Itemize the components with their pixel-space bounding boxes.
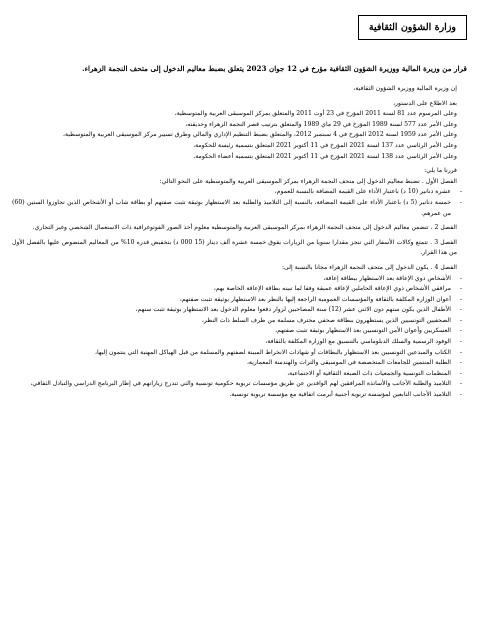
- list-item: - الصحفيين التونسيين الذين يستظهرون ببطاقة صحفي محترف مسلمة من طرف السلط ذات النظر،: [12, 316, 467, 327]
- article-4-list: [12, 274, 467, 401]
- list-item: - خمسة دنانير (5 د) باعتبار الأداء على القيمة المضافة، بالنسبة إلى التلاميذ والطلبة بعد الاستظهار بوثيقة تثبت صفتهم أو بطاقة شاب أو الأشخاص الذين تجاوزوا الستين (60) من عمرهم.: [12, 198, 467, 219]
- preamble-line: بعد الاطلاع على الدستور،: [393, 99, 457, 107]
- list-item: - التلاميذ الأجانب التابعين لمؤسسة تربوية أجنبية أبرمت اتفاقية مع مؤسسة تربوية تونسية.: [12, 390, 467, 401]
- decision-title: قرار من وزيرة المالية ووزيرة الشؤون الثقافية مؤرخ في 12 جوان 2023 يتعلق بضبط معاليم الدخول إلى متحف النجمة الزهراء.: [82, 64, 467, 73]
- list-item: - مرافقي الأشخاص ذوي الإعاقة الحاملين لإعاقة عميقة وفقا لما تبينه بطاقة الإعاقة الخاصة بهم،: [12, 284, 467, 295]
- list-item: - أعوان الوزارة المكلفة بالثقافة والمؤسسات العمومية الراجعة إليها بالنظر بعد الاستظهار بوثيقة تثبت صفتهم،: [12, 295, 467, 306]
- article-4-heading: الفصل 4 . يكون الدخول إلى متحف النجمة الزهراء مجانا بالنسبة إلى:: [281, 263, 457, 271]
- list-item: - الأشخاص ذوي الإعاقة بعد الاستظهار ببطاقة إعاقة،: [12, 274, 467, 285]
- preamble-line: وعلى المرسوم عدد 81 لسنة 2011 المؤرخ في 23 أوت 2011 والمتعلق بمركز الموسيقى العربية والمتوسطية،: [174, 110, 457, 118]
- list-item: - العسكريين وأعوان الأمن التونسيين بعد الاستظهار بوثيقة تثبت صفتهم،: [12, 326, 467, 337]
- decision-body: [12, 84, 467, 401]
- article-3: الفصل 3 . تتمتع وكالات الأسفار التي تنجز مقدارا سنويا من الزيارات يفوق خمسة عشرة ألف دينار (15 000 د) بتخفيض قدره 10% من المعاليم المنصوص عليها بالفصل الأول من هذا القرار.: [12, 238, 457, 257]
- article-2: الفصل 2 . تتضمن معاليم الدخول إلى متحف النجمة الزهراء بمركز الموسيقى العربية والمتوسطية معلوم أخذ الصور الفوتوغرافية ذات الاستعمال الشخصي وغير التجاري.: [32, 224, 457, 232]
- article-1-heading: الفصل الأول . تضبط معاليم الدخول إلى متحف النجمة الزهراء بمركز الموسيقى العربية والمتوسطية على النحو التالي:: [159, 177, 457, 185]
- list-item: - الأطفال الذين يكون سنهم دون الاثني عشر (12) سنة المصاحبين لزوار دفعوا معلوم الدخول بعد الاستظهار بوثيقة تثبت سنهم،: [12, 305, 467, 316]
- list-item: - المنظمات التونسية والجمعيات ذات الصبغة الثقافية أو الاجتماعية،: [12, 369, 467, 380]
- list-item: - الكتاب والمبدعين التونسيين بعد الاستظهار بالبطاقات أو شهادات الانخراط المبينة لصفتهم والمسلمة من قبل الهياكل المهنية التي ينتمون إليها،: [12, 348, 467, 359]
- preamble-line: وعلى الأمر عدد 577 لسنة 1989 المؤرخ في 29 ماي 1989 والمتعلق بترتيب قصر النجمة الزهراء وحديقته،: [185, 120, 457, 128]
- list-item: - الطلبة المنتمين للجامعات المتخصصة في الموسيقى والتراث والهندسة المعمارية،: [12, 358, 467, 369]
- list-item: - التلاميذ والطلبة الأجانب والأساتذة المرافقين لهم الوافدين عن طريق مؤسسات تربوية حكومية تونسية والتي تندرج زياراتهم في إطار البرنامج الدراسي والتبادل الثقافي،: [12, 379, 467, 390]
- preamble-line: وعلى الأمر عدد 1959 لسنة 2012 المؤرخ في 4 سبتمبر 2012، والمتعلق بضبط التنظيم الإداري والمالي وطرق تسيير مركز الموسيقى العربية والمتوسطية،: [63, 131, 457, 139]
- article-1-list: [12, 187, 467, 219]
- decided-line: قررتا ما يلي:: [424, 167, 457, 175]
- preamble-line: وعلى الأمر الرئاسي عدد 138 لسنة 2021 المؤرخ في 11 أكتوبر 2021 المتعلق بتسمية أعضاء الحكومة.: [193, 152, 457, 160]
- preamble-line: إن وزيرة المالية ووزيرة الشؤون الثقافية،: [353, 85, 457, 92]
- list-item: - عشرة دنانير (10 د) باعتبار الأداء على القيمة المضافة بالنسبة للعموم،: [12, 187, 467, 198]
- ministry-header: وزارة الشؤون الثقافية: [358, 15, 467, 40]
- preamble-line: وعلى الأمر الرئاسي عدد 137 لسنة 2021 المؤرخ في 11 أكتوبر 2021 المتعلق بتسمية رئيسة للحكومة،: [193, 141, 457, 149]
- list-item: - الوفود الرسمية والسلك الدبلوماسي بالتنسيق مع الوزارة المكلفة بالثقافة،: [12, 337, 467, 348]
